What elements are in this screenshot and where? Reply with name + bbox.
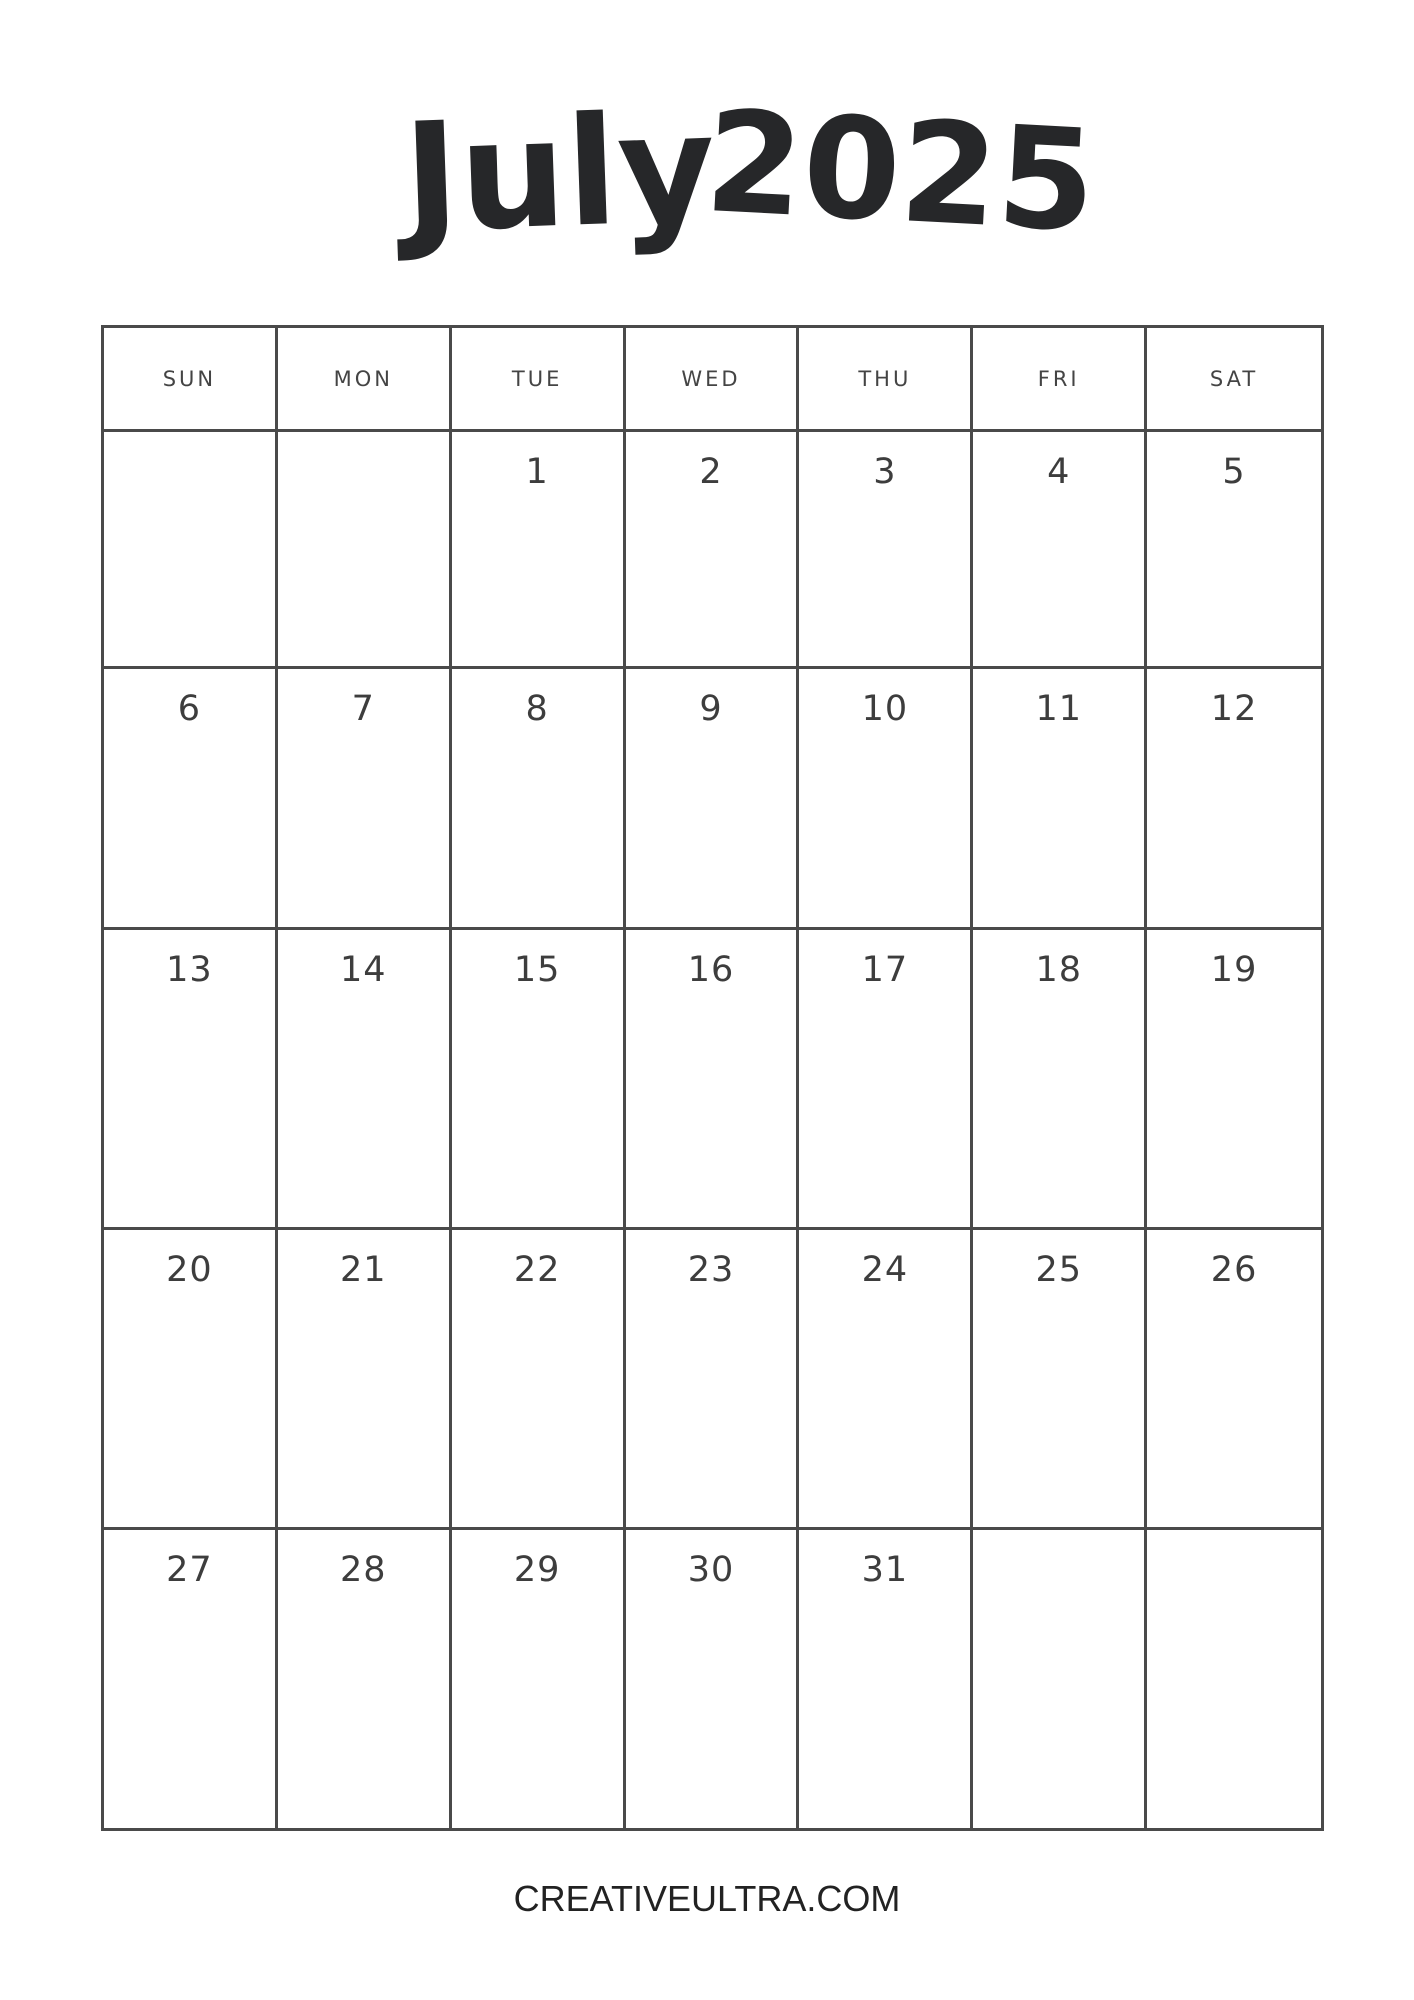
date-number: 17 bbox=[861, 950, 909, 990]
day-cell bbox=[626, 1230, 800, 1530]
date-number: 21 bbox=[340, 1250, 387, 1290]
day-cell bbox=[626, 669, 800, 930]
date-number: 18 bbox=[1035, 950, 1082, 990]
day-cell bbox=[104, 669, 278, 930]
date-number: 28 bbox=[340, 1550, 387, 1590]
date-number: 22 bbox=[513, 1250, 561, 1290]
day-cell bbox=[973, 669, 1147, 930]
date-number: 26 bbox=[1210, 1250, 1258, 1290]
date-number: 5 bbox=[1222, 452, 1246, 492]
title-year: 2025 bbox=[701, 80, 1100, 265]
date-number: 6 bbox=[177, 689, 202, 729]
date-number: 2 bbox=[699, 452, 723, 492]
day-cell bbox=[973, 432, 1147, 669]
date-number: 30 bbox=[687, 1550, 735, 1590]
calendar-grid bbox=[101, 325, 1324, 1831]
day-cell bbox=[973, 1230, 1147, 1530]
day-cell bbox=[799, 432, 973, 669]
date-number: 11 bbox=[1035, 689, 1082, 729]
date-number: 15 bbox=[513, 950, 561, 990]
weekday-header-tue: TUE bbox=[452, 328, 626, 432]
empty-day-cell bbox=[973, 1530, 1147, 1828]
date-number: 23 bbox=[687, 1250, 735, 1290]
date-number: 29 bbox=[513, 1550, 561, 1590]
date-number: 25 bbox=[1035, 1250, 1082, 1290]
empty-day-cell bbox=[278, 432, 452, 669]
date-number: 20 bbox=[166, 1250, 213, 1290]
calendar-title-graphic bbox=[0, 40, 1414, 300]
day-cell bbox=[799, 669, 973, 930]
day-cell bbox=[799, 930, 973, 1230]
title-month: July bbox=[400, 81, 719, 267]
weekday-header-mon: MON bbox=[278, 328, 452, 432]
weekday-header-sun: SUN bbox=[104, 328, 278, 432]
weekday-header-sat: SAT bbox=[1147, 328, 1321, 432]
day-cell bbox=[278, 930, 452, 1230]
date-number: 10 bbox=[861, 689, 909, 729]
day-cell bbox=[452, 1530, 626, 1828]
day-cell bbox=[626, 432, 800, 669]
day-cell bbox=[278, 1230, 452, 1530]
date-number: 14 bbox=[340, 950, 387, 990]
day-cell bbox=[1147, 930, 1321, 1230]
day-cell bbox=[1147, 669, 1321, 930]
footer-website: CREATIVEULTRA.COM bbox=[513, 1878, 901, 1919]
date-number: 24 bbox=[861, 1250, 909, 1290]
date-number: 27 bbox=[166, 1550, 213, 1590]
day-cell bbox=[104, 1230, 278, 1530]
date-number: 12 bbox=[1210, 689, 1258, 729]
day-cell bbox=[452, 930, 626, 1230]
day-cell bbox=[799, 1530, 973, 1828]
calendar-title bbox=[0, 40, 1414, 300]
day-cell bbox=[799, 1230, 973, 1530]
day-cell bbox=[1147, 1230, 1321, 1530]
day-cell bbox=[278, 669, 452, 930]
date-number: 7 bbox=[351, 689, 375, 729]
day-cell bbox=[452, 432, 626, 669]
day-cell bbox=[626, 930, 800, 1230]
day-cell bbox=[973, 930, 1147, 1230]
empty-day-cell bbox=[1147, 1530, 1321, 1828]
weekday-header-fri: FRI bbox=[973, 328, 1147, 432]
date-number: 1 bbox=[525, 452, 549, 492]
day-cell bbox=[104, 1530, 278, 1828]
date-number: 9 bbox=[699, 689, 723, 729]
date-number: 19 bbox=[1210, 950, 1258, 990]
day-cell bbox=[278, 1530, 452, 1828]
empty-day-cell bbox=[104, 432, 278, 669]
day-cell bbox=[452, 1230, 626, 1530]
date-number: 31 bbox=[861, 1550, 909, 1590]
date-number: 4 bbox=[1047, 452, 1071, 492]
weekday-header-wed: WED bbox=[626, 328, 800, 432]
date-number: 16 bbox=[687, 950, 735, 990]
date-number: 8 bbox=[525, 689, 549, 729]
date-number: 13 bbox=[166, 950, 213, 990]
date-number: 3 bbox=[873, 452, 897, 492]
day-cell bbox=[452, 669, 626, 930]
day-cell bbox=[104, 930, 278, 1230]
day-cell bbox=[626, 1530, 800, 1828]
day-cell bbox=[1147, 432, 1321, 669]
weekday-header-thu: THU bbox=[799, 328, 973, 432]
